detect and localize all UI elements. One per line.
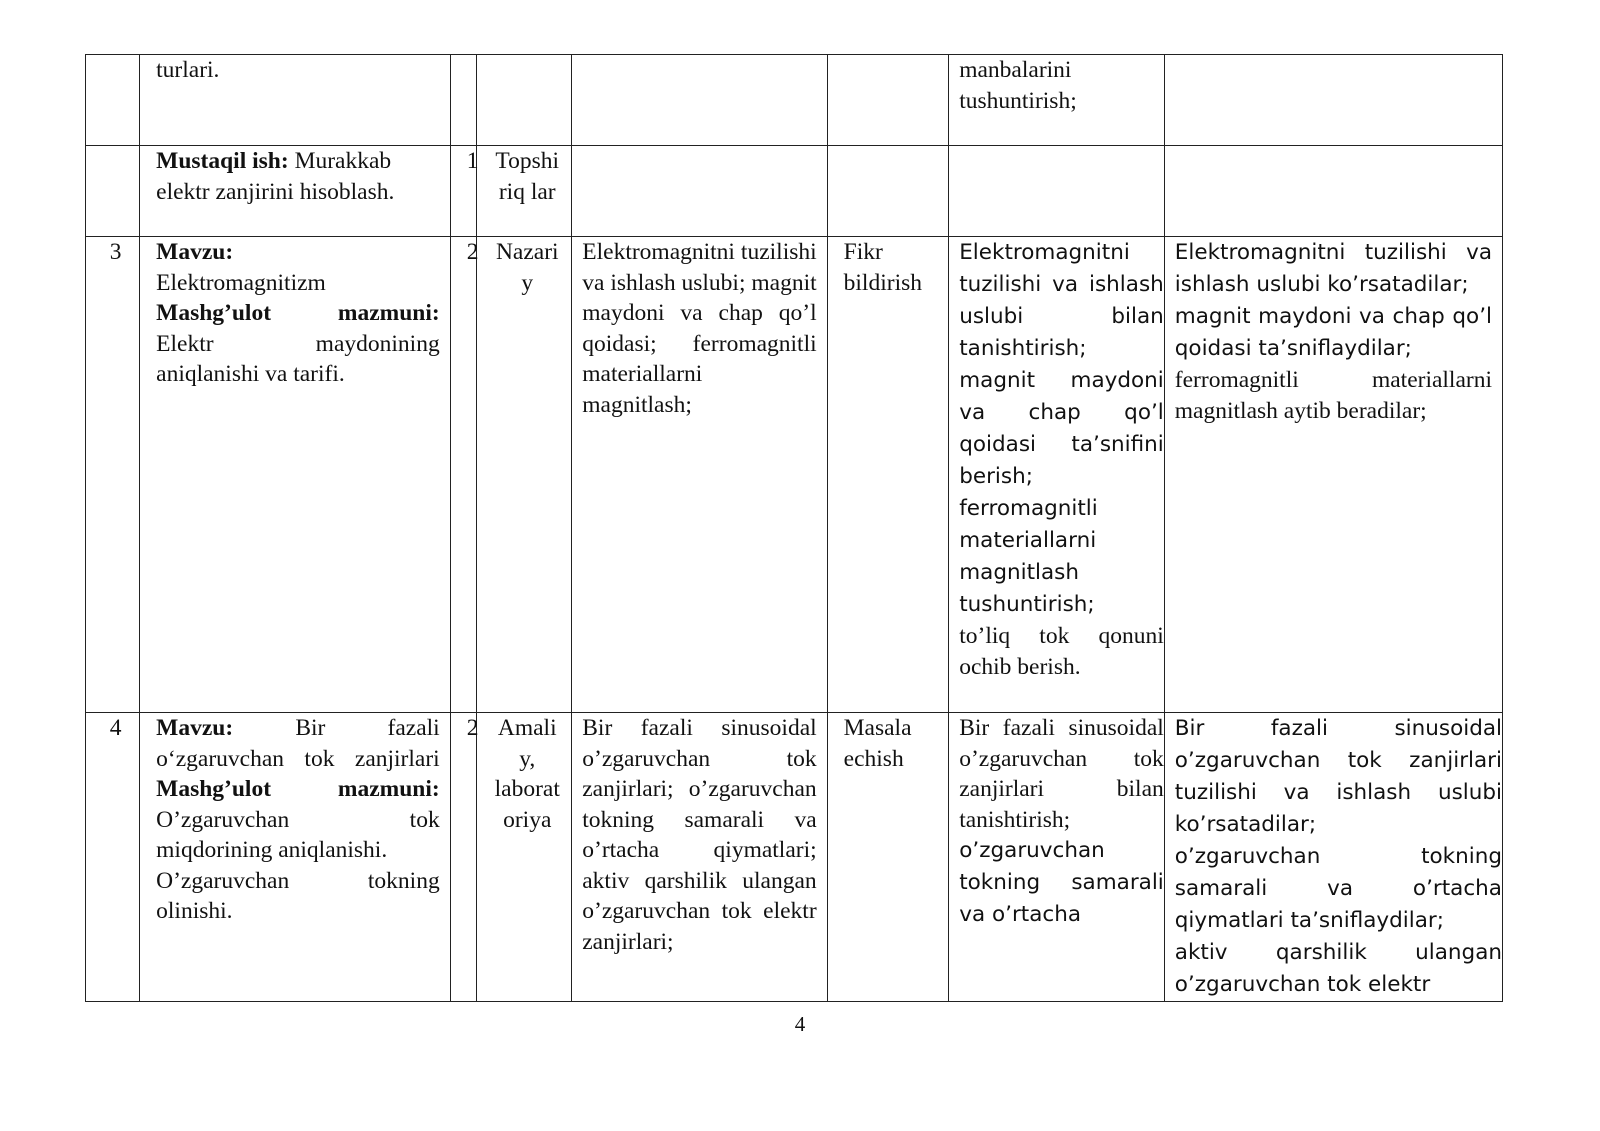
row-number: 4 — [86, 713, 140, 1002]
content-label: Mashg’ulot mazmuni: — [156, 300, 440, 326]
hours-cell: 2 — [450, 237, 477, 713]
independent-work-label: Mustaqil ish: — [156, 148, 289, 174]
topic-text: Elektr maydonining aniqlanishi va tarifi. — [156, 330, 440, 387]
row-number: 3 — [86, 237, 140, 713]
method-cell — [827, 146, 949, 237]
topic-title: Bir fazali o‘zgaruvchan tok zanjirlari — [156, 715, 440, 772]
goal-item: to’liq tok qonuni ochib berish. — [959, 623, 1164, 680]
topic-text-2: O’zgaruvchan tokning olinishi. — [156, 867, 440, 924]
result-item: Elektromagnitni tuzilishi va ishlash uslubi ko’rsatadilar; — [1174, 240, 1492, 297]
goal-item: o’zgaruvchan tokning samarali va o’rtacha — [959, 838, 1164, 927]
topic-title: Elektromagnitizm — [156, 269, 326, 296]
content-cell: Bir fazali sinusoidal o’zgaruvchan tok zanjirlari; o’zgaruvchan tokning samarali va o’rtacha qiymatlari; aktiv qarshilik ulangan o’zgaruvchan tok elektr zanjirlari; — [572, 713, 827, 1002]
table-row — [86, 55, 1503, 146]
type-cell — [477, 55, 572, 146]
result-cell — [1164, 237, 1502, 713]
type-cell: Amaliy, laboratoriya — [477, 713, 572, 1002]
goal-item: magnit maydoni va chap qo’l qoidasi ta’snifini berish; — [959, 368, 1164, 489]
topic-cell — [140, 55, 451, 146]
topic-cell — [140, 713, 451, 1002]
content-cell: Elektromagnitni tuzilishi va ishlash uslubi; magnit maydoni va chap qo’l qoidasi; ferromagnitli materiallarni magnitlash; — [572, 237, 827, 713]
page-number: 4 — [794, 1012, 806, 1036]
goal-cell — [949, 237, 1165, 713]
result-item: ferromagnitli materiallarni magnitlash aytib beradilar; — [1174, 367, 1492, 424]
result-item: aktiv qarshilik ulangan o’zgaruvchan tok elektr — [1174, 940, 1502, 997]
goal-item: Bir fazali sinusoidal o’zgaruvchan tok zanjirlari bilan tanishtirish; — [959, 715, 1164, 833]
result-cell — [1164, 55, 1502, 146]
content-cell — [572, 146, 827, 237]
type-cell: Topshiriq lar — [477, 146, 572, 237]
method-cell: Masala echish — [827, 713, 949, 1002]
content-label: Mashg’ulot mazmuni: — [156, 776, 440, 802]
goal-item: Elektromagnitni tuzilishi va ishlash uslubi bilan tanishtirish; — [959, 240, 1164, 361]
table-row — [86, 713, 1503, 1002]
method-cell — [827, 55, 949, 146]
topic-label: Mavzu: — [156, 715, 234, 741]
hours-cell: 1 — [450, 146, 477, 237]
result-item: o’zgaruvchan tokning samarali va o’rtacha qiymatlari ta’sniflaydilar; — [1174, 844, 1502, 933]
topic-label: Mavzu: — [156, 239, 234, 265]
result-cell — [1164, 146, 1502, 237]
goal-cell — [949, 55, 1165, 146]
goal-cell — [949, 146, 1165, 237]
table-row — [86, 146, 1503, 237]
result-item: Bir fazali sinusoidal o’zgaruvchan tok zanjirlari tuzilishi va ishlash uslubi ko’rsatadilar; — [1174, 716, 1502, 837]
table-row — [86, 237, 1503, 713]
content-cell — [572, 55, 827, 146]
row-number — [86, 146, 140, 237]
topic-cell — [140, 237, 451, 713]
topic-cell — [140, 146, 451, 237]
topic-text: Murakkab elektr zanjirini hisoblash. — [156, 148, 395, 205]
result-cell — [1164, 713, 1502, 1002]
row-number — [86, 55, 140, 146]
method-cell: Fikr bildirish — [827, 237, 949, 713]
topic-text: O’zgaruvchan tok miqdorining aniqlanishi. — [156, 806, 440, 863]
type-cell: Nazariy — [477, 237, 572, 713]
lesson-plan-table — [85, 54, 1503, 1002]
goal-item: ferromagnitli materiallarni magnitlash tushuntirish; — [959, 496, 1098, 617]
result-item: magnit maydoni va chap qo’l qoidasi ta’sniflaydilar; — [1174, 304, 1492, 361]
hours-cell: 2 — [450, 713, 477, 1002]
hours-cell — [450, 55, 477, 146]
goal-item: manbalarini tushuntirish; — [959, 57, 1077, 114]
goal-cell — [949, 713, 1165, 1002]
topic-text: turlari. — [156, 57, 220, 83]
